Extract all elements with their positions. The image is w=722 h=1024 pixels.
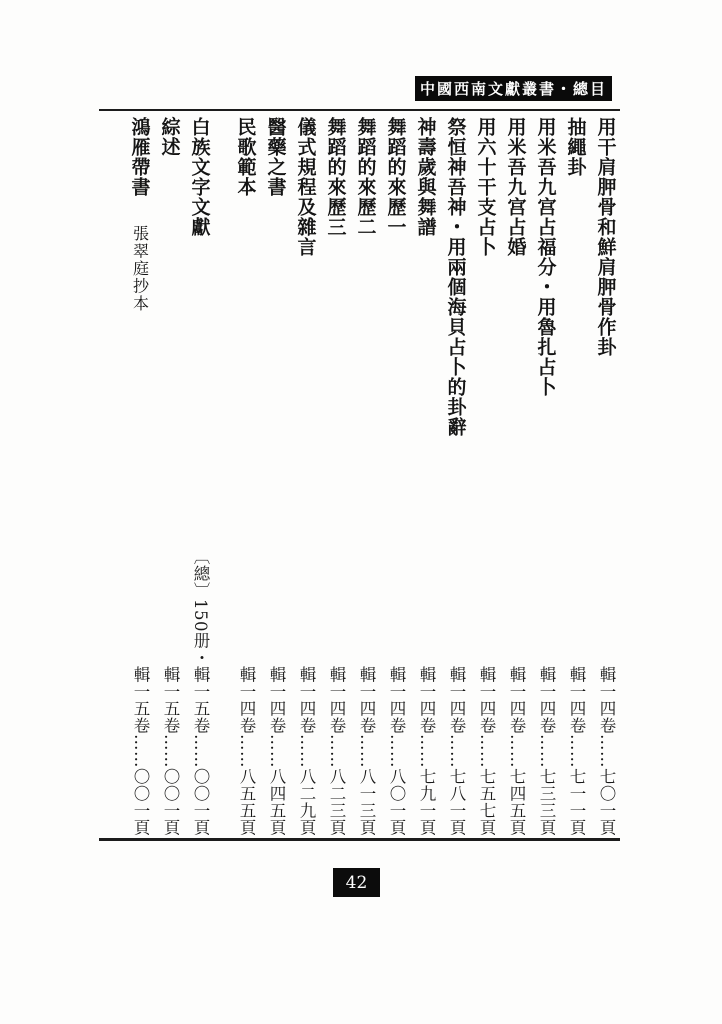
toc-entry-column	[446, 117, 466, 836]
entry-title-text: 民歌範本	[234, 117, 257, 197]
toc-entry-column	[236, 117, 256, 836]
entry-page-reference: 輯一四卷……八〇一頁	[387, 666, 406, 836]
entry-title-text: 抽繩卦	[564, 117, 587, 177]
toc-entry-column	[266, 117, 286, 836]
entry-title	[157, 117, 184, 157]
toc-entry-column	[596, 117, 616, 836]
entry-title	[323, 117, 350, 237]
entry-page-reference: 輯一四卷……七一一頁	[567, 666, 586, 836]
footer-divider-rule	[99, 838, 620, 841]
toc-entry-column	[386, 117, 406, 836]
entry-title	[187, 117, 214, 237]
entry-title-text: 鴻雁帶書	[128, 117, 151, 197]
toc-entry-column	[356, 117, 376, 836]
entry-title-text: 舞蹈的來歷二	[354, 117, 377, 237]
entry-title-text: 綜述	[158, 117, 181, 157]
toc-entry-column	[130, 117, 150, 836]
entry-title	[563, 117, 590, 177]
entry-title	[353, 117, 380, 237]
entry-page-reference: 輯一四卷……七四五頁	[507, 666, 526, 836]
entry-page-reference: 輯一五卷……〇〇一頁	[131, 666, 150, 836]
entry-title	[127, 117, 154, 313]
entry-title-text: 用干肩胛骨和鮮肩胛骨作卦	[594, 117, 617, 357]
entry-page-reference: 輯一四卷……七三三頁	[537, 666, 556, 836]
entry-page-reference: 輯一五卷……〇〇一頁	[161, 666, 180, 836]
entry-title-text: 白族文字文獻	[188, 117, 211, 237]
entry-title-text: 用六十干支占卜	[474, 117, 497, 257]
page-number-badge: 42	[333, 868, 380, 897]
entry-title-text: 用米吾九宫占福分・用魯扎占卜	[534, 117, 557, 397]
running-header-title: 中國西南文獻叢書・總目	[415, 76, 612, 101]
entry-page-reference: 輯一四卷……八一三頁	[357, 666, 376, 836]
entry-page-reference: 輯一四卷……七八一頁	[447, 666, 466, 836]
entry-title	[503, 117, 530, 257]
toc-entry-column	[416, 117, 436, 836]
entry-title	[233, 117, 260, 197]
entry-page-reference: 輯一四卷……八五五頁	[237, 666, 256, 836]
entry-title	[383, 117, 410, 237]
entry-page-reference: 輯一四卷……八二九頁	[297, 666, 316, 836]
toc-entry-column	[296, 117, 316, 836]
toc-column-block	[104, 117, 616, 836]
entry-title	[263, 117, 290, 197]
entry-page-reference: 輯一四卷……七九一頁	[417, 666, 436, 836]
toc-entry-column	[190, 117, 210, 836]
entry-page-reference: 輯一四卷……七五七頁	[477, 666, 496, 836]
entry-title-text: 神壽歲與舞譜	[414, 117, 437, 237]
entry-title	[443, 117, 470, 437]
entry-page-reference: 輯一四卷……八四五頁	[267, 666, 286, 836]
entry-title	[293, 117, 320, 257]
toc-entry-column	[536, 117, 556, 836]
entry-title	[413, 117, 440, 237]
header-divider-rule	[99, 109, 620, 111]
entry-title-text: 儀式規程及雜言	[294, 117, 317, 257]
entry-title-text: 祭恒神吾神・用兩個海貝占卜的卦辭	[444, 117, 467, 437]
toc-entry-column	[476, 117, 496, 836]
entry-title-text: 舞蹈的來歷一	[384, 117, 407, 237]
entry-subtitle-text: 張翠庭抄本	[130, 225, 150, 313]
entry-title	[473, 117, 500, 257]
entry-title-text: 醫藥之書	[264, 117, 287, 197]
entry-page-reference: 輯一四卷……八二三頁	[327, 666, 346, 836]
entry-title-text: 舞蹈的來歷三	[324, 117, 347, 237]
entry-page-reference: 〔總〕150册・輯一五卷……〇〇一頁	[191, 548, 210, 836]
entry-page-reference: 輯一四卷……七〇一頁	[597, 666, 616, 836]
entry-title-text: 用米吾九宫占婚	[504, 117, 527, 257]
entry-title	[593, 117, 620, 357]
toc-entry-column	[160, 117, 180, 836]
toc-entry-column	[506, 117, 526, 836]
toc-entry-column	[326, 117, 346, 836]
toc-entry-column	[566, 117, 586, 836]
entry-title	[533, 117, 560, 397]
